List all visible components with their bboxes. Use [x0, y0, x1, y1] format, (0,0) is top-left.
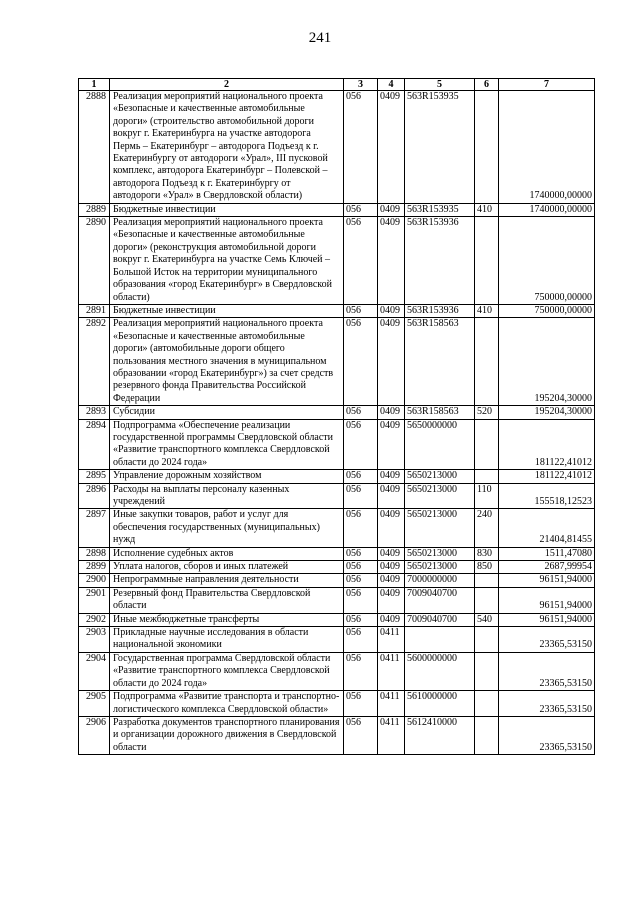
- row-number-cell: 2901: [79, 587, 110, 613]
- expense-name-cell: Бюджетные инвестиции: [110, 203, 344, 216]
- target-article-code-cell: 563R158563: [405, 406, 475, 419]
- section-code-cell: 0409: [378, 561, 405, 574]
- target-article-code-cell: 5610000000: [405, 691, 475, 717]
- expense-name-cell: Реализация мероприятий национального проекта «Безопасные и качественные автомобильные дороги» (автомобильные дороги общего пользования местного значения в муниципальном образовании «город Екатеринбург») за счет средств резервного фонда Правительства Российской Федерации: [110, 318, 344, 406]
- expense-name-cell: Управление дорожным хозяйством: [110, 470, 344, 483]
- target-article-code-cell: [405, 627, 475, 653]
- row-number-cell: 2897: [79, 509, 110, 547]
- row-number-cell: 2906: [79, 716, 110, 754]
- amount-cell: 195204,30000: [499, 406, 595, 419]
- table-row: [79, 91, 595, 204]
- section-code-cell: 0411: [378, 691, 405, 717]
- row-number-cell: 2900: [79, 574, 110, 587]
- amount-cell: 23365,53150: [499, 691, 595, 717]
- target-article-code-cell: 563R153935: [405, 91, 475, 204]
- expense-type-code-cell: [475, 652, 499, 690]
- table-row: [79, 419, 595, 470]
- target-article-code-cell: 5650213000: [405, 470, 475, 483]
- expense-name-cell: Иные межбюджетные трансферты: [110, 613, 344, 626]
- ministry-code-cell: 056: [344, 91, 378, 204]
- target-article-code-cell: 7000000000: [405, 574, 475, 587]
- expense-type-code-cell: 830: [475, 547, 499, 560]
- amount-cell: 23365,53150: [499, 716, 595, 754]
- ministry-code-cell: 056: [344, 470, 378, 483]
- section-code-cell: 0409: [378, 419, 405, 470]
- row-number-cell: 2899: [79, 561, 110, 574]
- expense-type-code-cell: 240: [475, 509, 499, 547]
- ministry-code-cell: 056: [344, 304, 378, 317]
- expense-name-cell: Подпрограмма «Развитие транспорта и транспортно-логистического комплекса Свердловской области»: [110, 691, 344, 717]
- amount-cell: 750000,00000: [499, 304, 595, 317]
- section-code-cell: 0409: [378, 547, 405, 560]
- target-article-code-cell: 563R153936: [405, 304, 475, 317]
- expense-type-code-cell: [475, 318, 499, 406]
- ministry-code-cell: 056: [344, 691, 378, 717]
- expense-type-code-cell: [475, 470, 499, 483]
- section-code-cell: 0409: [378, 509, 405, 547]
- column-header-2: 2: [110, 79, 344, 91]
- expense-type-code-cell: 410: [475, 203, 499, 216]
- section-code-cell: 0409: [378, 304, 405, 317]
- table-row: [79, 318, 595, 406]
- target-article-code-cell: 563R158563: [405, 318, 475, 406]
- expense-type-code-cell: [475, 716, 499, 754]
- column-header-7: 7: [499, 79, 595, 91]
- target-article-code-cell: 5612410000: [405, 716, 475, 754]
- expense-type-code-cell: 520: [475, 406, 499, 419]
- expense-type-code-cell: 540: [475, 613, 499, 626]
- column-header-5: 5: [405, 79, 475, 91]
- expense-type-code-cell: 110: [475, 483, 499, 509]
- amount-cell: 181122,41012: [499, 470, 595, 483]
- column-header-1: 1: [79, 79, 110, 91]
- expense-type-code-cell: [475, 91, 499, 204]
- amount-cell: 195204,30000: [499, 318, 595, 406]
- ministry-code-cell: 056: [344, 716, 378, 754]
- amount-cell: 181122,41012: [499, 419, 595, 470]
- row-number-cell: 2894: [79, 419, 110, 470]
- ministry-code-cell: 056: [344, 217, 378, 305]
- table-row: [79, 587, 595, 613]
- ministry-code-cell: 056: [344, 587, 378, 613]
- expense-type-code-cell: [475, 587, 499, 613]
- table-row: [79, 547, 595, 560]
- expense-type-code-cell: [475, 627, 499, 653]
- ministry-code-cell: 056: [344, 561, 378, 574]
- expense-name-cell: Уплата налогов, сборов и иных платежей: [110, 561, 344, 574]
- target-article-code-cell: 5650213000: [405, 509, 475, 547]
- table-header-row: [79, 79, 595, 91]
- expense-type-code-cell: 850: [475, 561, 499, 574]
- table-row: [79, 304, 595, 317]
- target-article-code-cell: 7009040700: [405, 587, 475, 613]
- section-code-cell: 0409: [378, 587, 405, 613]
- target-article-code-cell: 5650213000: [405, 547, 475, 560]
- ministry-code-cell: 056: [344, 203, 378, 216]
- section-code-cell: 0409: [378, 574, 405, 587]
- page-number: 241: [308, 30, 332, 46]
- expense-name-cell: Подпрограмма «Обеспечение реализации государственной программы Свердловской области «Развитие транспортного комплекса Свердловской области до 2024 года»: [110, 419, 344, 470]
- amount-cell: 23365,53150: [499, 627, 595, 653]
- table-row: [79, 217, 595, 305]
- row-number-cell: 2903: [79, 627, 110, 653]
- table-row: [79, 406, 595, 419]
- target-article-code-cell: 5650000000: [405, 419, 475, 470]
- column-header-6: 6: [475, 79, 499, 91]
- section-code-cell: 0409: [378, 91, 405, 204]
- table-row: [79, 561, 595, 574]
- expense-type-code-cell: [475, 574, 499, 587]
- table-row: [79, 574, 595, 587]
- expense-name-cell: Иные закупки товаров, работ и услуг для обеспечения государственных (муниципальных) нужд: [110, 509, 344, 547]
- amount-cell: 96151,94000: [499, 574, 595, 587]
- expense-name-cell: Резервный фонд Правительства Свердловской области: [110, 587, 344, 613]
- section-code-cell: 0409: [378, 406, 405, 419]
- amount-cell: 21404,81455: [499, 509, 595, 547]
- section-code-cell: 0409: [378, 613, 405, 626]
- amount-cell: 96151,94000: [499, 587, 595, 613]
- table-row: [79, 509, 595, 547]
- expense-name-cell: Бюджетные инвестиции: [110, 304, 344, 317]
- amount-cell: 1740000,00000: [499, 91, 595, 204]
- expense-type-code-cell: [475, 419, 499, 470]
- row-number-cell: 2896: [79, 483, 110, 509]
- row-number-cell: 2890: [79, 217, 110, 305]
- section-code-cell: 0411: [378, 652, 405, 690]
- row-number-cell: 2891: [79, 304, 110, 317]
- table-row: [79, 613, 595, 626]
- expense-name-cell: Реализация мероприятий национального проекта «Безопасные и качественные автомобильные дороги» (реконструкция автомобильной дороги вокруг г. Екатеринбурга на участке Семь Ключей – Большой Исток на территории муниципального образования «город Екатеринбург» в Свердловской области): [110, 217, 344, 305]
- ministry-code-cell: 056: [344, 547, 378, 560]
- row-number-cell: 2892: [79, 318, 110, 406]
- amount-cell: 155518,12523: [499, 483, 595, 509]
- table-row: [79, 627, 595, 653]
- target-article-code-cell: 5600000000: [405, 652, 475, 690]
- expense-name-cell: Исполнение судебных актов: [110, 547, 344, 560]
- table-row: [79, 483, 595, 509]
- amount-cell: 23365,53150: [499, 652, 595, 690]
- expense-name-cell: Субсидии: [110, 406, 344, 419]
- expense-type-code-cell: [475, 691, 499, 717]
- expense-name-cell: Разработка документов транспортного планирования и организации дорожного движения в Свердловской области: [110, 716, 344, 754]
- expense-name-cell: Реализация мероприятий национального проекта «Безопасные и качественные автомобильные дороги» (строительство автомобильной дороги вокруг г. Екатеринбурга на участке автодорога Пермь – Екатеринбург – автодорога Подъезд к г. Екатеринбургу от автодороги «Урал», III пусковой комплекс, автодорога Екатеринбург – Полевской – автодорога Подъезд к г. Екатеринбургу от автодороги «Урал» в Свердловской области): [110, 91, 344, 204]
- ministry-code-cell: 056: [344, 627, 378, 653]
- ministry-code-cell: 056: [344, 509, 378, 547]
- target-article-code-cell: 5650213000: [405, 561, 475, 574]
- column-header-3: 3: [344, 79, 378, 91]
- row-number-cell: 2904: [79, 652, 110, 690]
- expense-type-code-cell: 410: [475, 304, 499, 317]
- table-row: [79, 691, 595, 717]
- section-code-cell: 0409: [378, 203, 405, 216]
- budget-table: [78, 78, 595, 755]
- ministry-code-cell: 056: [344, 419, 378, 470]
- amount-cell: 1740000,00000: [499, 203, 595, 216]
- expense-name-cell: Непрограммные направления деятельности: [110, 574, 344, 587]
- row-number-cell: 2898: [79, 547, 110, 560]
- section-code-cell: 0409: [378, 470, 405, 483]
- ministry-code-cell: 056: [344, 318, 378, 406]
- target-article-code-cell: 5650213000: [405, 483, 475, 509]
- amount-cell: 750000,00000: [499, 217, 595, 305]
- row-number-cell: 2905: [79, 691, 110, 717]
- table-row: [79, 716, 595, 754]
- amount-cell: 1511,47080: [499, 547, 595, 560]
- ministry-code-cell: 056: [344, 483, 378, 509]
- ministry-code-cell: 056: [344, 652, 378, 690]
- ministry-code-cell: 056: [344, 406, 378, 419]
- expense-type-code-cell: [475, 217, 499, 305]
- table-row: [79, 203, 595, 216]
- section-code-cell: 0411: [378, 716, 405, 754]
- expense-name-cell: Государственная программа Свердловской области «Развитие транспортного комплекса Свердловской области до 2024 года»: [110, 652, 344, 690]
- column-header-4: 4: [378, 79, 405, 91]
- row-number-cell: 2888: [79, 91, 110, 204]
- row-number-cell: 2893: [79, 406, 110, 419]
- row-number-cell: 2889: [79, 203, 110, 216]
- target-article-code-cell: 563R153936: [405, 217, 475, 305]
- ministry-code-cell: 056: [344, 613, 378, 626]
- section-code-cell: 0409: [378, 217, 405, 305]
- section-code-cell: 0409: [378, 318, 405, 406]
- row-number-cell: 2895: [79, 470, 110, 483]
- table-row: [79, 652, 595, 690]
- amount-cell: 96151,94000: [499, 613, 595, 626]
- ministry-code-cell: 056: [344, 574, 378, 587]
- target-article-code-cell: 7009040700: [405, 613, 475, 626]
- amount-cell: 2687,99954: [499, 561, 595, 574]
- row-number-cell: 2902: [79, 613, 110, 626]
- table-row: [79, 470, 595, 483]
- section-code-cell: 0409: [378, 483, 405, 509]
- section-code-cell: 0411: [378, 627, 405, 653]
- expense-name-cell: Прикладные научные исследования в области национальной экономики: [110, 627, 344, 653]
- expense-name-cell: Расходы на выплаты персоналу казенных учреждений: [110, 483, 344, 509]
- target-article-code-cell: 563R153935: [405, 203, 475, 216]
